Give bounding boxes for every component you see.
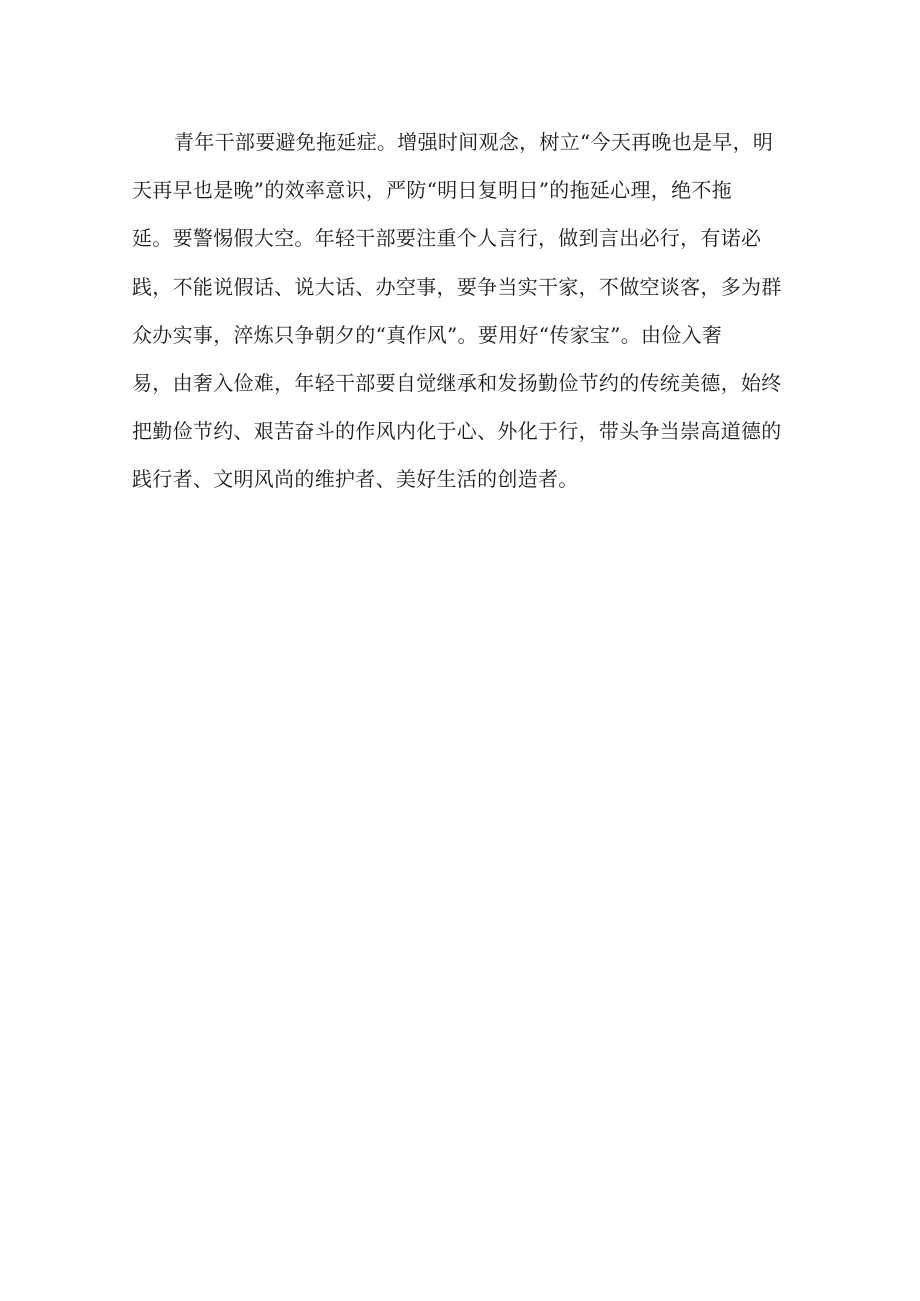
paragraph-line-7: 把勤俭节约、艰苦奋斗的作风内化于心、外化于行，带头争当崇高道德的 [132,419,782,444]
body-paragraph [132,118,782,504]
paragraph-line-3: 延。要警惕假大空。年轻干部要注重个人言行，做到言出必行，有诺必 [132,226,762,251]
paragraph-line-2: 天再早也是晚”的效率意识，严防“明日复明日”的拖延心理，绝不拖 [132,178,732,203]
paragraph-line-5: 众办实事，淬炼只争朝夕的“真作风”。要用好“传家宝”。由俭入奢 [132,322,723,347]
paragraph-line-8: 践行者、文明风尚的维护者、美好生活的创造者。 [132,467,579,492]
paragraph-line-6: 易，由奢入俭难，年轻干部要自觉继承和发扬勤俭节约的传统美德，始终 [132,371,782,396]
paragraph-line-4: 践，不能说假话、说大话、办空事，要争当实干家，不做空谈客，多为群 [132,274,782,299]
paragraph-line-1: 青年干部要避免拖延症。增强时间观念，树立“今天再晚也是早，明 [174,130,774,154]
